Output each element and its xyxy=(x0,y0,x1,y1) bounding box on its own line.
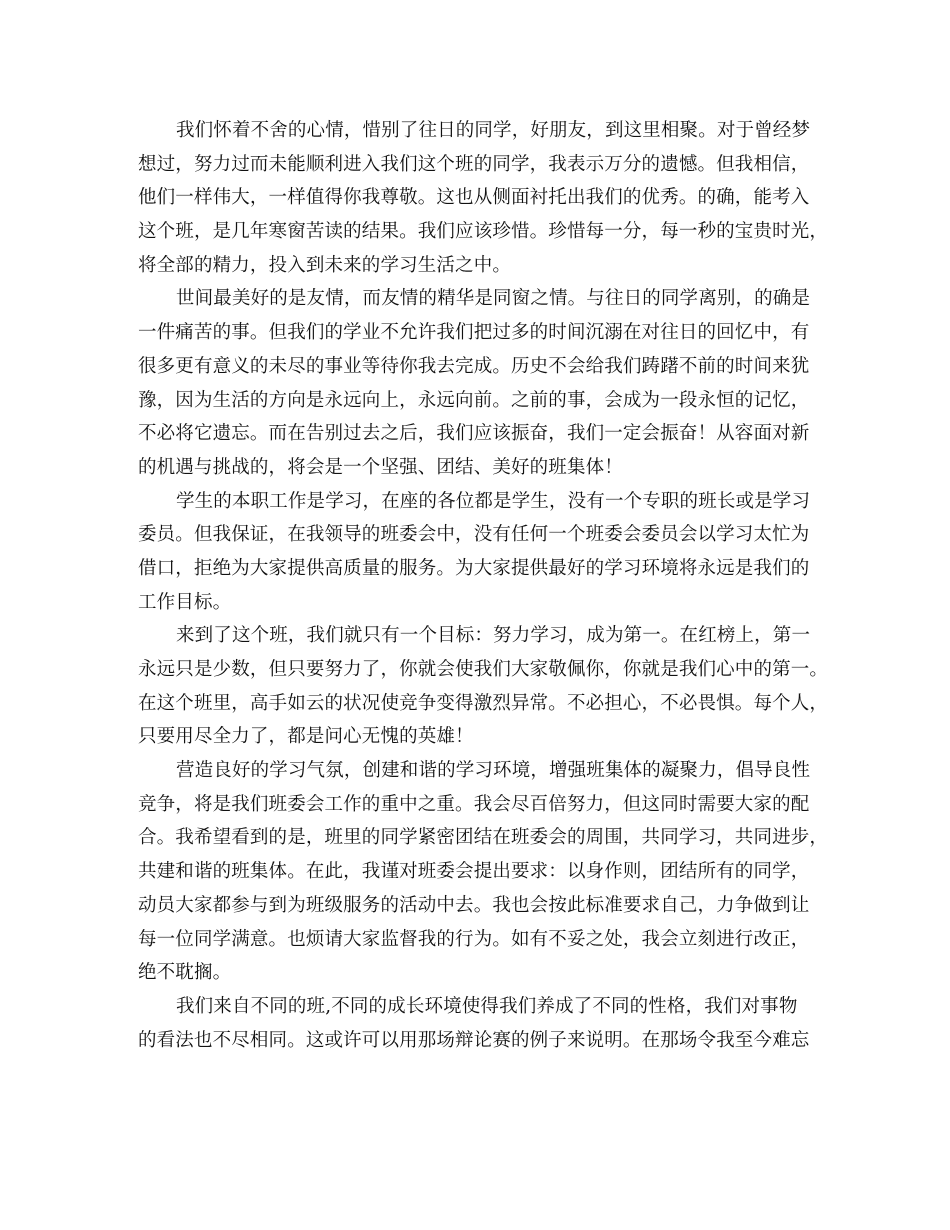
text-line: 这个班，是几年寒窗苦读的结果。我们应该珍惜。珍惜每一分，每一秒的宝贵时光， xyxy=(138,221,829,243)
text-line: 的看法也不尽相同。这或许可以用那场辩论赛的例子来说明。在那场令我至今难忘 xyxy=(138,1029,810,1051)
text-line: 我们来自不同的班,不同的成长环境使得我们养成了不同的性格，我们对事物 xyxy=(176,995,798,1017)
text-line: 永远只是少数，但只要努力了，你就会使我们大家敬佩你，你就是我们心中的第一。 xyxy=(138,659,829,680)
paragraph-5 xyxy=(138,754,829,990)
text-line: 来到了这个班，我们就只有一个目标：努力学习，成为第一。在红榜上，第一 xyxy=(176,625,811,647)
text-line: 一件痛苦的事。但我们的学业不允许我们把过多的时间沉溺在对往日的回忆中，有 xyxy=(138,322,810,344)
paragraph-2 xyxy=(138,282,818,484)
text-line: 合。我希望看到的是，班里的同学紧密团结在班委会的周围，共同学习，共同进步， xyxy=(138,827,829,849)
text-line: 他们一样伟大，一样值得你我尊敬。这也从侧面衬托出我们的优秀。的确，能考入 xyxy=(138,187,810,209)
text-line: 将全部的精力，投入到未来的学习生活之中。 xyxy=(138,254,512,276)
paragraph-4 xyxy=(138,619,829,754)
text-line: 很多更有意义的未尽的事业等待你我去完成。历史不会给我们踌躇不前的时间来犹 xyxy=(138,355,810,377)
text-line: 在这个班里，高手如云的状况使竞争变得激烈异常。不必担心，不必畏惧。每个人， xyxy=(138,692,829,714)
text-line: 竞争，将是我们班委会工作的重中之重。我会尽百倍努力，但这同时需要大家的配 xyxy=(138,793,810,815)
paragraph-1 xyxy=(138,114,829,282)
text-line: 每一位同学满意。也烦请大家监督我的行为。如有不妥之处，我会立刻进行改正， xyxy=(138,928,810,950)
text-line: 共建和谐的班集体。在此，我谨对班委会提出要求：以身作则，团结所有的同学， xyxy=(138,861,810,883)
paragraph-3 xyxy=(138,485,818,620)
text-line: 借口，拒绝为大家提供高质量的服务。为大家提供最好的学习环境将永远是我们的 xyxy=(138,557,810,579)
text-line: 委员。但我保证，在我领导的班委会中，没有任何一个班委会委员会以学习太忙为 xyxy=(138,524,810,546)
paragraph-6 xyxy=(138,990,818,1057)
text-line: 世间最美好的是友情，而友情的精华是同窗之情。与往日的同学离别，的确是 xyxy=(176,288,811,310)
text-line: 学生的本职工作是学习，在座的各位都是学生，没有一个专职的班长或是学习 xyxy=(176,490,811,512)
text-line: 不必将它遗忘。而在告别过去之后，我们应该振奋，我们一定会振奋！从容面对新 xyxy=(138,423,810,445)
text-line: 绝不耽搁。 xyxy=(138,962,232,984)
text-line: 营造良好的学习气氛，创建和谐的学习环境，增强班集体的凝聚力，倡导良性 xyxy=(176,760,811,782)
text-line: 我们怀着不舍的心情，惜别了往日的同学，好朋友，到这里相聚。对于曾经梦 xyxy=(176,120,811,141)
text-line: 只要用尽全力了，都是问心无愧的英雄！ xyxy=(138,726,474,748)
text-line: 工作目标。 xyxy=(138,591,232,613)
document-body xyxy=(138,114,829,1057)
text-line: 动员大家都参与到为班级服务的活动中去。我也会按此标准要求自己，力争做到让 xyxy=(138,894,810,916)
text-line: 的机遇与挑战的，将会是一个坚强、团结、美好的班集体！ xyxy=(138,456,623,478)
text-line: 豫，因为生活的方向是永远向上，永远向前。之前的事，会成为一段永恒的记忆， xyxy=(138,389,810,411)
text-line: 想过，努力过而未能顺利进入我们这个班的同学，我表示万分的遗憾。但我相信， xyxy=(138,153,810,175)
